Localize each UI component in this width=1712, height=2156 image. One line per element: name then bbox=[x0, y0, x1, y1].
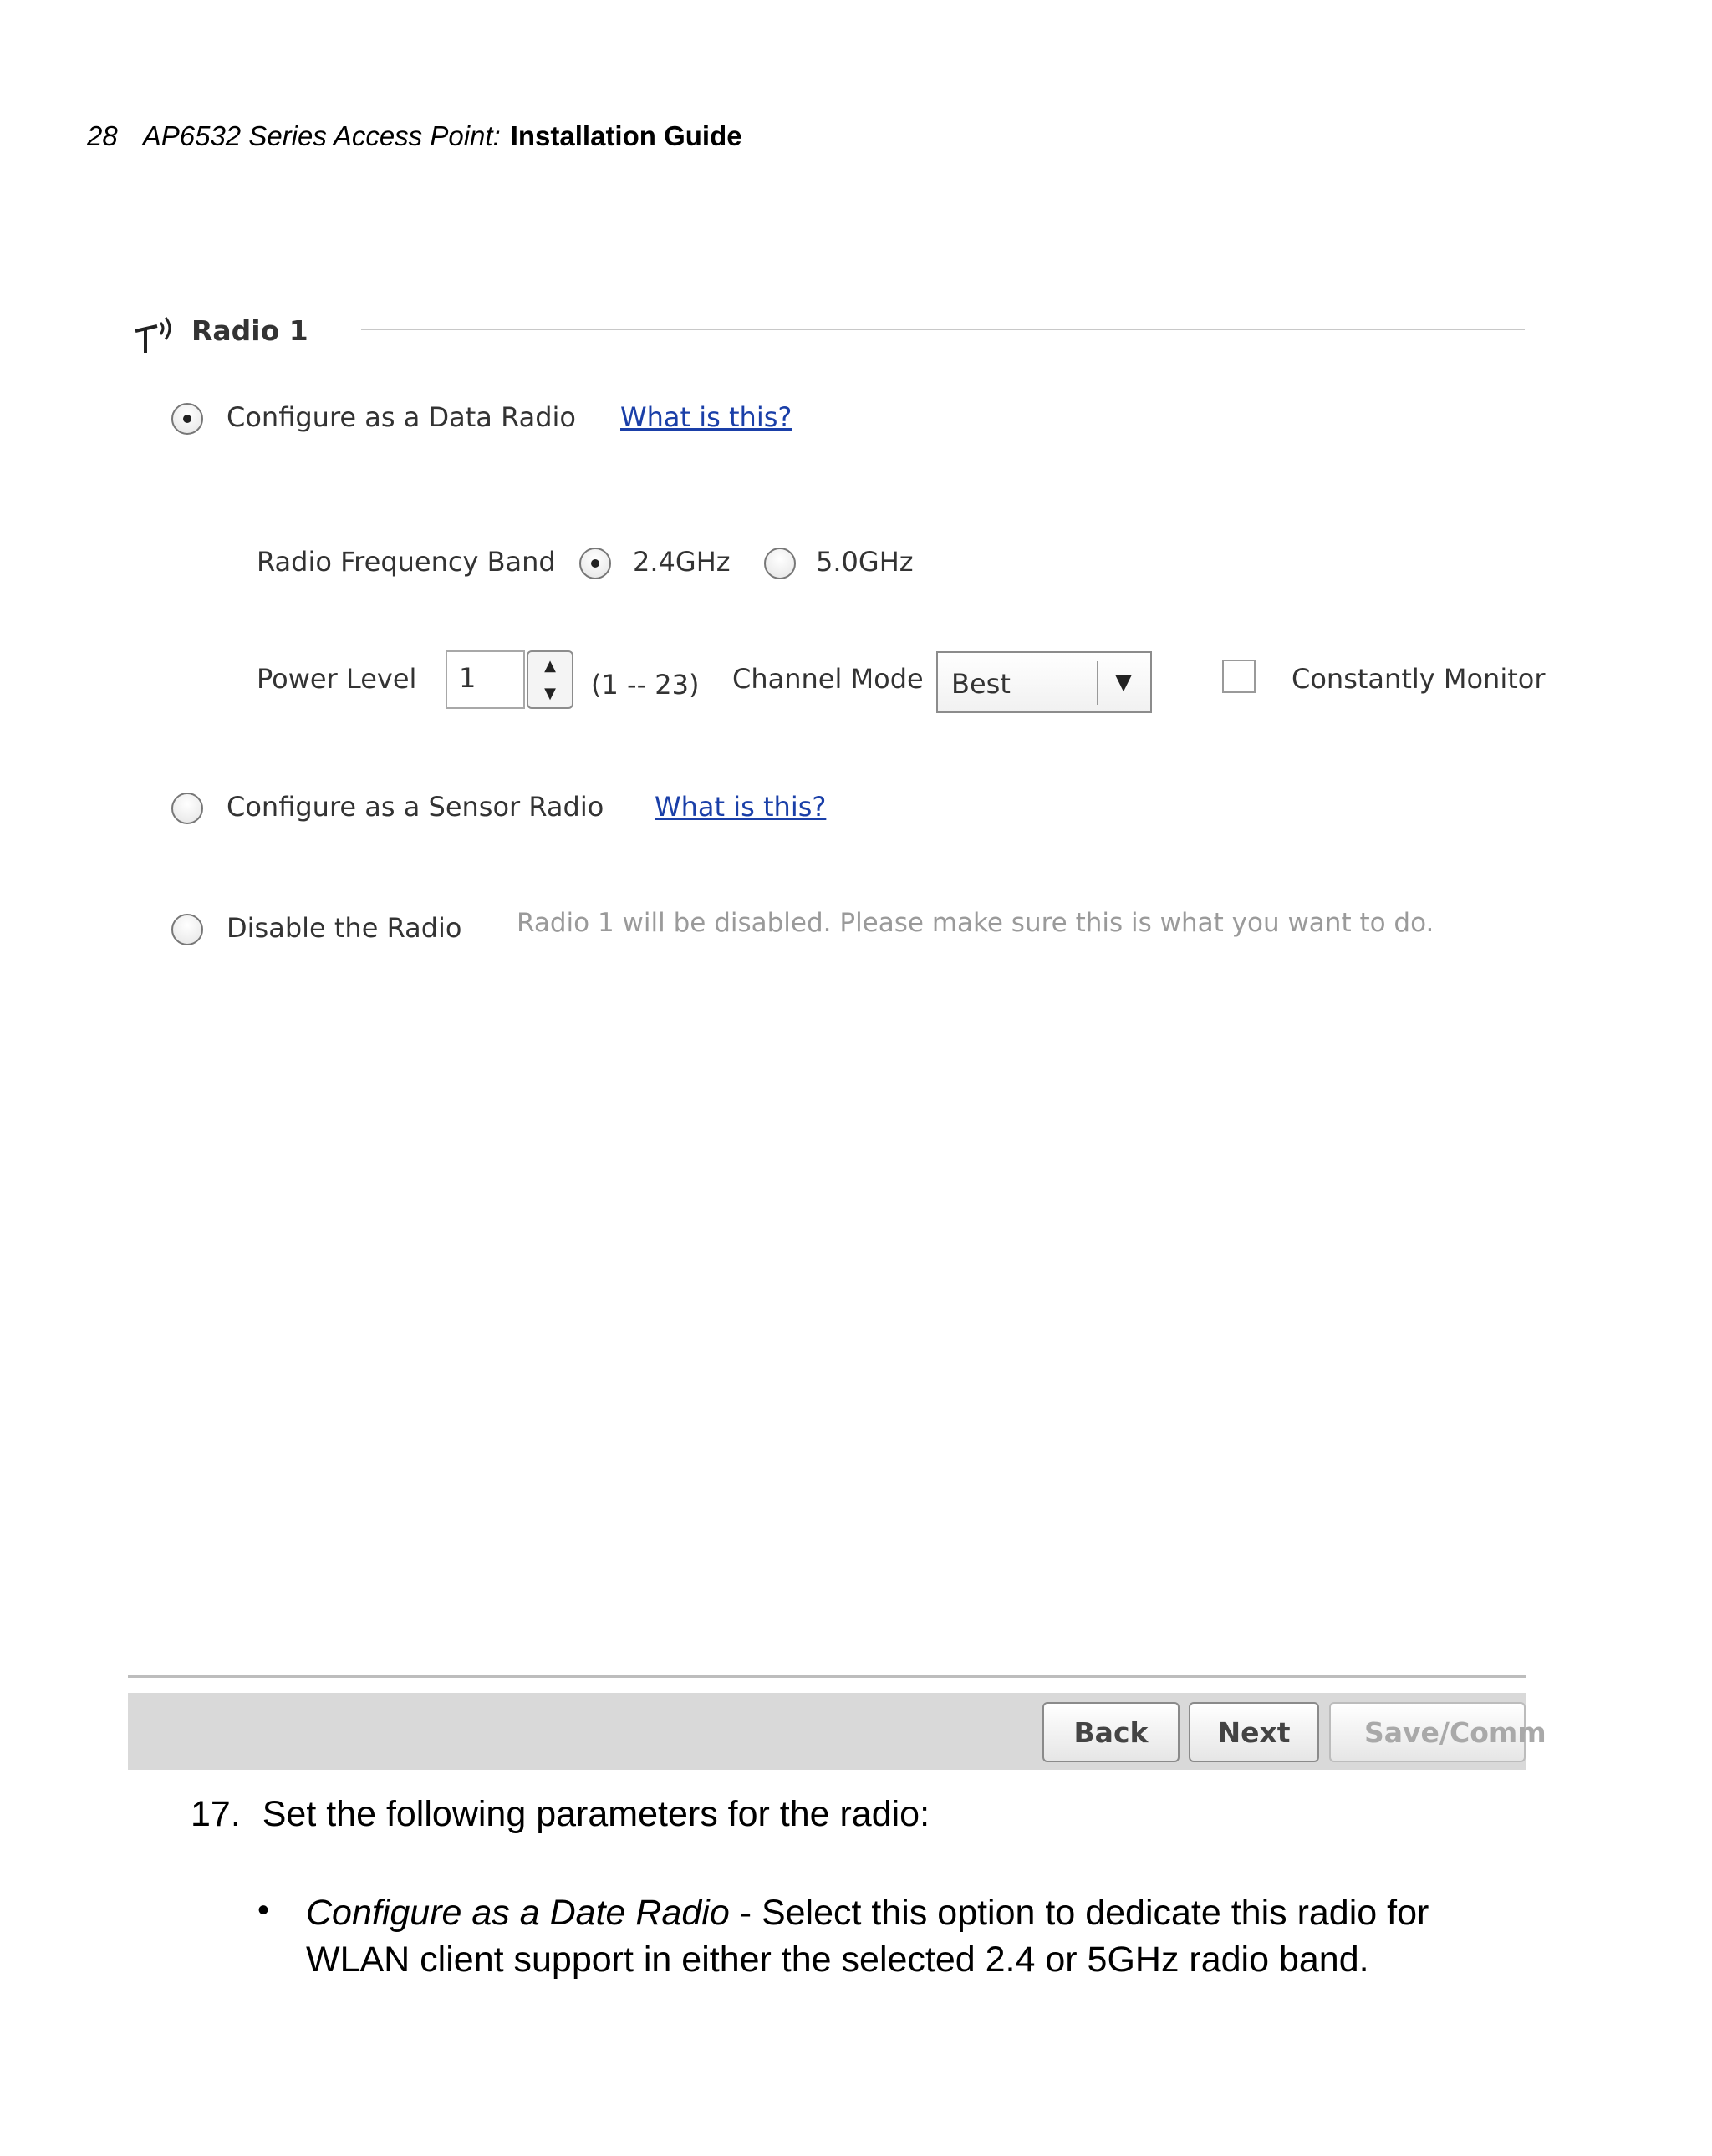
channel-mode-label: Channel Mode bbox=[732, 663, 924, 695]
section-title: Radio 1 bbox=[191, 314, 308, 347]
stepper-up-icon[interactable]: ▲ bbox=[528, 652, 572, 680]
data-radio-label: Configure as a Data Radio bbox=[227, 401, 576, 433]
bullet-option-name: Configure as a Date Radio bbox=[306, 1893, 730, 1933]
guide-title: Installation Guide bbox=[510, 120, 742, 151]
band-24ghz-radio[interactable] bbox=[579, 548, 611, 579]
next-button[interactable]: Next bbox=[1189, 1702, 1319, 1762]
bullet-item bbox=[306, 1889, 1526, 1983]
page-number: 28 bbox=[87, 120, 118, 151]
channel-mode-select[interactable] bbox=[936, 651, 1152, 713]
bullet-marker: • bbox=[257, 1892, 270, 1929]
sensor-radio-help-link[interactable]: What is this? bbox=[655, 791, 827, 823]
data-radio-option[interactable] bbox=[171, 403, 203, 435]
series-title: AP6532 Series Access Point: bbox=[142, 120, 501, 151]
section-divider bbox=[361, 329, 1525, 330]
frequency-band-label: Radio Frequency Band bbox=[257, 546, 556, 578]
constantly-monitor-label: Constantly Monitor bbox=[1292, 663, 1546, 695]
chevron-down-icon: ▼ bbox=[1115, 670, 1132, 695]
step-number: 17. bbox=[191, 1794, 241, 1834]
disable-radio-label: Disable the Radio bbox=[227, 912, 462, 944]
data-radio-help-link[interactable]: What is this? bbox=[620, 401, 792, 433]
band-50ghz-radio[interactable] bbox=[764, 548, 796, 579]
stepper-down-icon[interactable]: ▼ bbox=[544, 685, 556, 702]
step-17 bbox=[191, 1794, 930, 1835]
constantly-monitor-checkbox[interactable] bbox=[1222, 660, 1256, 693]
disable-radio-option[interactable] bbox=[171, 914, 203, 945]
back-button[interactable]: Back bbox=[1042, 1702, 1180, 1762]
disable-radio-warning: Radio 1 will be disabled. Please make sure this is what you want to do. bbox=[517, 908, 1434, 938]
step-text: Set the following parameters for the radio: bbox=[262, 1794, 930, 1834]
band-50ghz-label: 5.0GHz bbox=[816, 546, 914, 578]
power-level-label: Power Level bbox=[257, 663, 417, 695]
power-level-stepper[interactable] bbox=[527, 650, 573, 709]
antenna-icon bbox=[132, 311, 179, 356]
channel-mode-value: Best bbox=[951, 668, 1011, 700]
sensor-radio-label: Configure as a Sensor Radio bbox=[227, 791, 604, 823]
running-header bbox=[87, 120, 742, 152]
save-commit-button[interactable]: Save/Comm bbox=[1329, 1702, 1526, 1762]
power-level-input[interactable]: 1 bbox=[446, 650, 525, 709]
sensor-radio-option[interactable] bbox=[171, 793, 203, 824]
band-24ghz-label: 2.4GHz bbox=[633, 546, 731, 578]
bullet-description: - Select this option to dedicate this radio for WLAN client support in either the selected 2.4 or 5GHz radio band. bbox=[306, 1893, 1429, 1980]
select-divider bbox=[1097, 661, 1098, 705]
footer-divider bbox=[128, 1675, 1526, 1678]
power-level-range: (1 -- 23) bbox=[591, 669, 700, 701]
